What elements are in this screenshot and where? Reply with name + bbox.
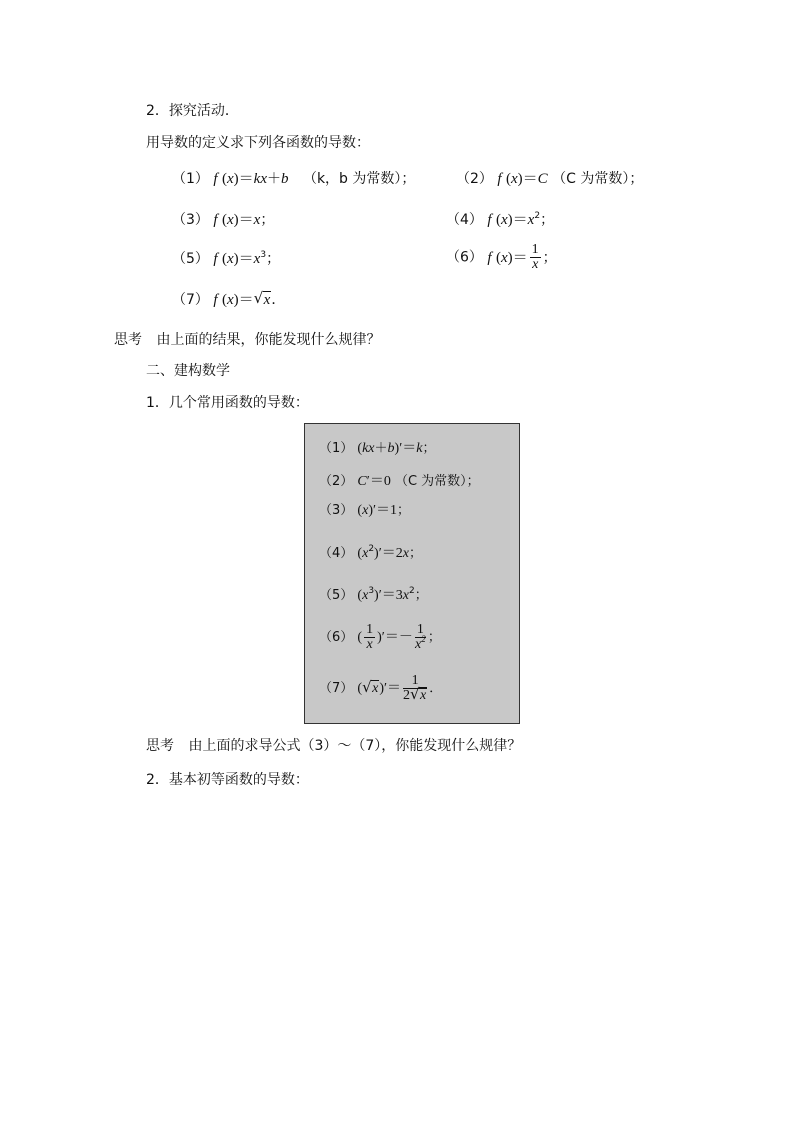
problem-2-note: （C 为常数）； [552,171,644,187]
problem-4 [446,211,554,229]
box-item-6-number: （6） [319,630,354,645]
problem-7 [172,291,285,309]
problem-2 [456,170,643,188]
box-item-1 [319,440,436,458]
box-item-7-formula: (√ x)′＝ $\frac{1}{2√ x}$ ． [357,681,442,696]
fraction-1-over-x-squared: $\frac{1}{x^2}$ [414,622,426,652]
fraction-1-over-x: $\frac{1}{x}$ [366,622,374,652]
box-item-7 [319,674,442,703]
box-item-5-number: （5） [319,588,354,603]
think-1-text: 由上面的结果，你能发现什么规律？ [156,332,381,348]
sqrt-symbol: √ x [410,689,427,703]
box-item-1-number: （1） [319,441,354,456]
problem-2-number: （2） [456,171,493,187]
problem-3-formula: f (x)＝x； [213,212,275,228]
problem-4-formula: f $(x)=x^2$； [487,211,555,228]
box-item-3-formula: (x)′＝1； [357,503,411,518]
section-two-heading: 二、建构数学 [146,363,230,379]
problem-6 [446,243,557,272]
problem-1-number: （1） [172,171,209,187]
subsection-1-heading: 1．几个常用函数的导数： [146,395,309,411]
problem-2-formula: f (x)＝C [497,171,548,187]
box-item-2 [319,473,480,491]
problem-6-number: （6） [446,249,483,266]
think-2-label: 思考 [146,738,174,754]
box-item-5 [319,587,428,605]
box-item-4-number: （4） [319,546,354,561]
problem-4-number: （4） [446,212,483,228]
box-item-3 [319,502,410,520]
think-1 [114,331,380,349]
box-item-6-formula: ( $\frac{1}{x}$ )′＝－ $\frac{1}{x^2}$ ； [357,622,441,652]
intro-text: 用导数的定义求下列各函数的导数： [146,135,370,151]
problem-6-formula: f (x)＝ $\frac{1}{x}$ ； [487,242,557,272]
problem-3-number: （3） [172,212,209,228]
fraction-1-over-2-sqrt-x: $\frac{1}{2√ x}$ [403,674,427,703]
box-item-4 [319,545,422,563]
think-1-label: 思考 [114,332,142,348]
problem-3 [172,211,274,229]
derivative-formula-box [304,423,520,724]
box-item-2-formula: C′＝0 [357,474,391,489]
problem-7-number: （7） [172,292,209,308]
think-2 [146,737,521,755]
problem-1 [172,170,415,188]
box-item-7-number: （7） [319,681,354,696]
sqrt-symbol: √ x [254,291,272,309]
box-item-6 [319,623,441,652]
box-item-3-number: （3） [319,503,354,518]
box-item-2-number: （2） [319,474,354,489]
problem-5-number: （5） [172,251,209,267]
subsection-2-heading: 2．基本初等函数的导数： [146,772,309,788]
box-item-2-note: （C 为常数）； [394,474,480,489]
sqrt-symbol: √ x [362,680,379,698]
fraction-1-over-x: $\frac{1}{x}$ [531,242,539,272]
problem-1-formula: f (x)＝kx＋b [213,171,289,187]
box-item-4-formula: $(x^2)'=2x$； [357,544,423,561]
think-2-text: 由上面的求导公式（3）～（7），你能发现什么规律？ [188,738,522,754]
problem-7-formula: f (x)＝√ x． [213,292,285,308]
box-item-1-formula: (kx＋b)′＝k； [357,441,436,456]
box-item-5-formula: $(x^3)'=3x^2$； [357,586,428,603]
problem-5-formula: f $(x)=x^3$； [213,250,281,267]
problem-5 [172,250,280,268]
section-title-explore: 2．探究活动． [146,103,239,119]
problem-1-note: （k，b 为常数）； [302,171,416,187]
